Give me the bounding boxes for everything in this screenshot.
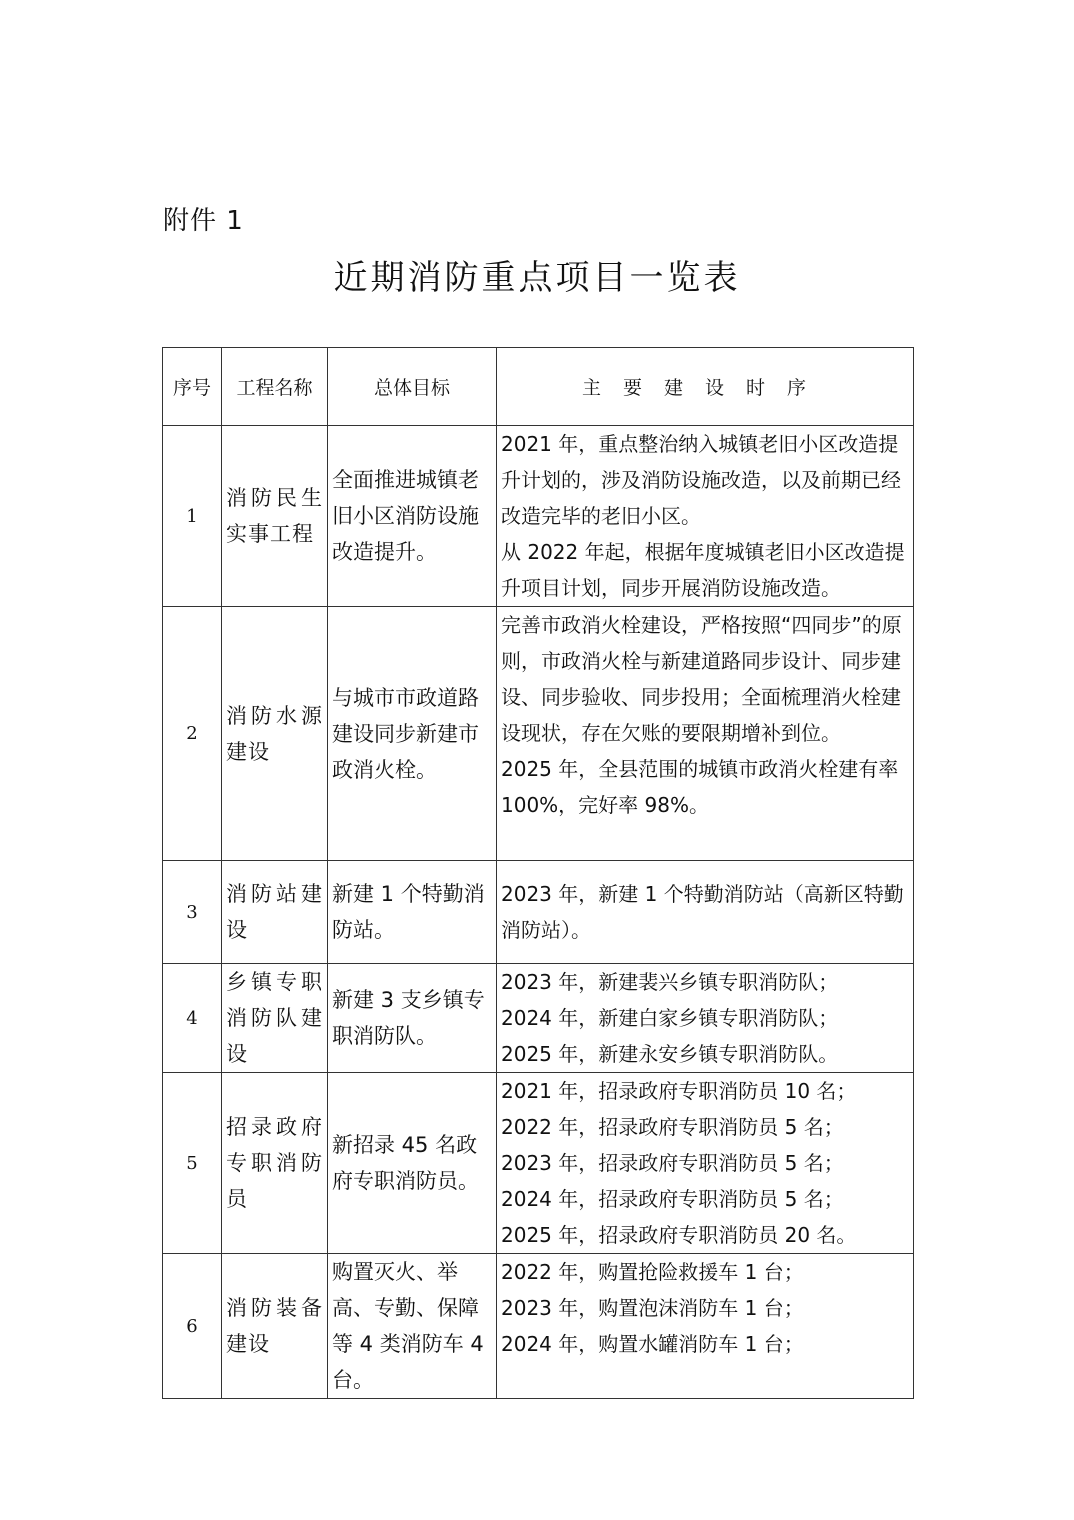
row-goal: 新建 3 支乡镇专职消防队。 xyxy=(328,964,497,1073)
schedule-line: 2024 年，新建白家乡镇专职消防队； xyxy=(501,1006,839,1030)
row-project-name: 消防装备建设 xyxy=(222,1254,328,1399)
table-row xyxy=(163,964,914,1073)
schedule-line: 2023 年，招录政府专职消防员 5 名； xyxy=(501,1151,844,1175)
row-schedule xyxy=(497,964,914,1073)
header-seq: 序号 xyxy=(163,348,222,426)
row-schedule xyxy=(497,1254,914,1399)
row-seq: 2 xyxy=(163,607,222,861)
row-seq: 4 xyxy=(163,964,222,1073)
table-row xyxy=(163,861,914,964)
schedule-line: 从 2022 年起，根据年度城镇老旧小区改造提升项目计划，同步开展消防设施改造。 xyxy=(501,540,905,600)
row-project-name: 乡镇专职消防队建设 xyxy=(222,964,328,1073)
row-schedule xyxy=(497,426,914,607)
schedule-line: 2025 年，招录政府专职消防员 20 名。 xyxy=(501,1223,857,1247)
table-header-row xyxy=(163,348,914,426)
row-seq: 3 xyxy=(163,861,222,964)
page-title: 近期消防重点项目一览表 xyxy=(333,258,741,298)
schedule-line: 2024 年，购置水罐消防车 1 台； xyxy=(501,1332,804,1356)
table-row xyxy=(163,1254,914,1399)
row-project-name: 消防民生实事工程 xyxy=(222,426,328,607)
table-row xyxy=(163,607,914,861)
row-schedule xyxy=(497,607,914,861)
schedule-line: 2023 年，购置泡沫消防车 1 台； xyxy=(501,1296,804,1320)
schedule-line: 2023 年，新建 1 个特勤消防站（高新区特勤消防站）。 xyxy=(501,882,904,942)
attachment-label: 附件 1 xyxy=(163,206,244,236)
row-schedule xyxy=(497,1073,914,1254)
project-table xyxy=(162,347,914,1399)
row-project-name: 招录政府专职消防员 xyxy=(222,1073,328,1254)
row-seq: 5 xyxy=(163,1073,222,1254)
schedule-line: 2024 年，招录政府专职消防员 5 名； xyxy=(501,1187,844,1211)
header-schedule: 主要建设时序 xyxy=(497,348,914,426)
table-row xyxy=(163,426,914,607)
row-project-name: 消防水源建设 xyxy=(222,607,328,861)
row-seq: 1 xyxy=(163,426,222,607)
schedule-line: 2025 年，全县范围的城镇市政消火栓建有率 100%，完好率 98%。 xyxy=(501,757,905,817)
schedule-line: 2021 年，招录政府专职消防员 10 名； xyxy=(501,1079,857,1103)
schedule-line: 2025 年，新建永安乡镇专职消防队。 xyxy=(501,1042,839,1066)
schedule-line: 2021 年，重点整治纳入城镇老旧小区改造提升计划的，涉及消防设施改造，以及前期已经改造完毕的老旧小区。 xyxy=(501,432,901,528)
header-name: 工程名称 xyxy=(222,348,328,426)
row-goal: 购置灭火、举高、专勤、保障等 4 类消防车 4 台。 xyxy=(328,1254,497,1399)
schedule-line: 2022 年，招录政府专职消防员 5 名； xyxy=(501,1115,844,1139)
header-goal: 总体目标 xyxy=(328,348,497,426)
row-goal: 与城市市政道路建设同步新建市政消火栓。 xyxy=(328,607,497,861)
row-schedule xyxy=(497,861,914,964)
row-goal: 新建 1 个特勤消防站。 xyxy=(328,861,497,964)
row-project-name: 消防站建设 xyxy=(222,861,328,964)
table-row xyxy=(163,1073,914,1254)
row-goal: 新招录 45 名政府专职消防员。 xyxy=(328,1073,497,1254)
schedule-line: 完善市政消火栓建设，严格按照“四同步”的原则，市政消火栓与新建道路同步设计、同步建设、同步验收、同步投用；全面梳理消火栓建设现状，存在欠账的要限期增补到位。 xyxy=(501,613,902,745)
schedule-line: 2023 年，新建裴兴乡镇专职消防队； xyxy=(501,970,839,994)
row-goal: 全面推进城镇老旧小区消防设施改造提升。 xyxy=(328,426,497,607)
row-seq: 6 xyxy=(163,1254,222,1399)
schedule-line: 2022 年，购置抢险救援车 1 台； xyxy=(501,1260,804,1284)
